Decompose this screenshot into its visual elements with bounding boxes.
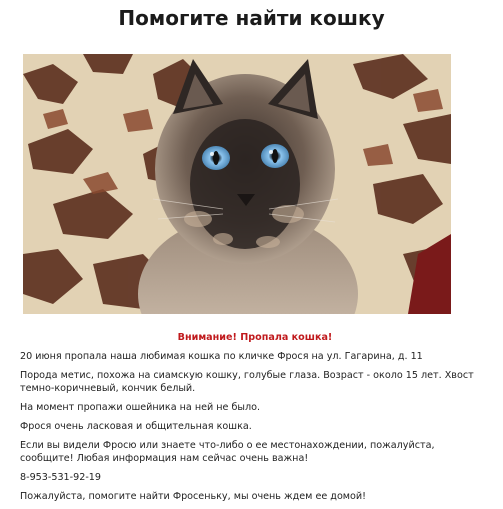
paragraph-request: Если вы видели Фросю или знаете что-либо о ее местонахождении, пожалуйста, сообщите! Любая информация нам сейчас очень важна! [20,440,435,464]
cat-photo [23,54,451,314]
paragraph-breed: Порода метис, похожа на сиамскую кошку, голубые глаза. Возраст - около 15 лет. Хвост темно-коричневый, кончик белый. [20,370,474,394]
paragraph-closing: Пожалуйста, помогите найти Фросеньку, мы очень ждем ее домой! [20,491,366,502]
paragraph-date-location: 20 июня пропала наша любимая кошка по кличке Фрося на ул. Гагарина, д. 11 [20,351,423,362]
flyer-text [20,331,490,509]
alert-heading: Внимание! Пропала кошка! [177,332,333,343]
cat-photo-illustration [23,54,451,314]
page-title: Помогите найти кошку [118,6,385,30]
paragraph-temperament: Фрося очень ласковая и общительная кошка. [20,421,252,432]
paragraph-collar: На момент пропажи ошейника на ней не было. [20,402,261,413]
phone-number: 8-953-531-92-19 [20,472,101,483]
